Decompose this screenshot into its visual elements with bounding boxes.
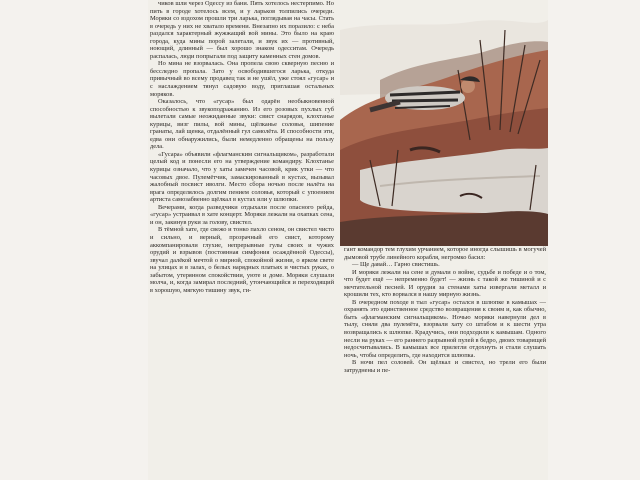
paragraph: В очередном походе в тыл «гусар» остался в шлюпке в камышах — охранять это единственное средство возвращения к своим и, как обычно, быть «флагманским сигнальщиком». Ночью моряки навернули дел в тылу, сняли два пулемёта, взорвали хату со штабом и к шести утра возвращались к шлюпке. Крадучись, они подходили к камышам. Одного несли на руках — его раннего разрывной пулей в бедро, двоих товарищей недосчитывались. В камышах все прилегли отдохнуть и стали слушать ночь, чтобы определить, где находится шлюпка. xyxy=(344,298,546,359)
paragraph: В тёмной хате, где свежо и тонко пахло сеном, он свистел чисто и сильно, и верный, прозрачный его свист, которому аккомпанировали глухие, непрерывные гулы своих и чужих орудий и взрывов (постоянная симфония осаждённой Одессы), звучал далёкой мечтой о мирной, спокойной жизни, о ярком свете на улицах и в залах, о белых нарядных платьях и чистых руках, о забытом, утерянном спокойствии, уюте и доме. Моряки слушали молча, и, когда замирал последний, утончающийся и переходящий в хорошую, мягкую тишину звук, ги- xyxy=(150,226,334,294)
paragraph: В ночи пел соловей. Он щёлкал и свистел, но трели его были затруднены и пе- xyxy=(344,359,546,374)
paragraph: Но мина не взорвалась. Она пропела свою скверную песню и бесследно пропала. Зато у освободившегося ларька, откуда привычный во всему продавец так и не ушёл, уже стоял «гусар» и с наслаждением тянул садовую воду, приглашая остальных моряков. xyxy=(150,60,334,98)
left-margin xyxy=(0,0,148,480)
text-column-left xyxy=(150,0,334,480)
paragraph: И моряки лежали на сене и думали о войне, судьбе и победе и о том, что будет ещё — непременно будет! — жизнь с такой же тишиной и с мечтательной песней. И орудия за стенами хаты извергали металл и крошили тех, кто ворвался в нашу мирную жизнь. xyxy=(344,268,546,299)
paragraph: «Гусара» объявили «флагманским сигнальщиком», разработали целый код и понесли его на утверждение командиру. Клохтанье курицы означало, что у хаты замечен часовой, крик утки — что часовых двое. Пулемётчик, замаскированный в кустах, вызывал жалобный посвист иволги. Место сбора ночью после налёта на врага определялось долгим пением соловья, который с упоением артиста самозабвенно щёлкал в кустах или у шлюпки. xyxy=(150,150,334,204)
text-column-right xyxy=(344,246,546,480)
paragraph: гант командор тем глухим урчанием, которое иногда слышишь в могучей дымовой трубе линейного корабля, негромко басил: xyxy=(344,246,546,261)
paragraph: Вечерами, когда разведчики отдыхали после опасного рейда, «гусар» устраивал в хате концерт. Моряки лежали на охапках сена, и он, закинув руки за голову, свистел. xyxy=(150,203,334,226)
paragraph: Оказалось, что «гусар» был одарён необыкновенной способностью к звукоподражанию. Из его розовых пухлых губ вылетали самые неожиданные звуки: свист снарядов, клохтанье курицы, визг пилы, вой мины, щёлканье соловья, шипение гранаты, лай щенка, отдалённый гул самолёта. И способности эти, едва они обнаружились, были немедленно обращены на пользу дела. xyxy=(150,98,334,151)
right-margin xyxy=(548,0,640,480)
illustration-sailor-in-reeds xyxy=(340,0,548,246)
paragraph: — Ще давай… Гарно свистишь. xyxy=(352,261,440,269)
paragraph: чиков шли через Одессу из бани. Пять хотелось нестерпимо. Но пить в городе хотелось всем, и у ларьков толпились очереди. Моряки со вздохом прошли три ларька, поглядывая на часы. Стать в очередь у них не хватало времени. Внезапно их поразило: с неба раздался характерный жужжащий вой мины. Это было на краю города, куда мины порой залетали, и звук их — противный, ноющий, длинный — был хорошо знаком одесситам. Очередь распалась, люди попрыгали под защиту каменных стен домов. xyxy=(150,0,334,60)
illustration-drawing xyxy=(340,0,548,246)
